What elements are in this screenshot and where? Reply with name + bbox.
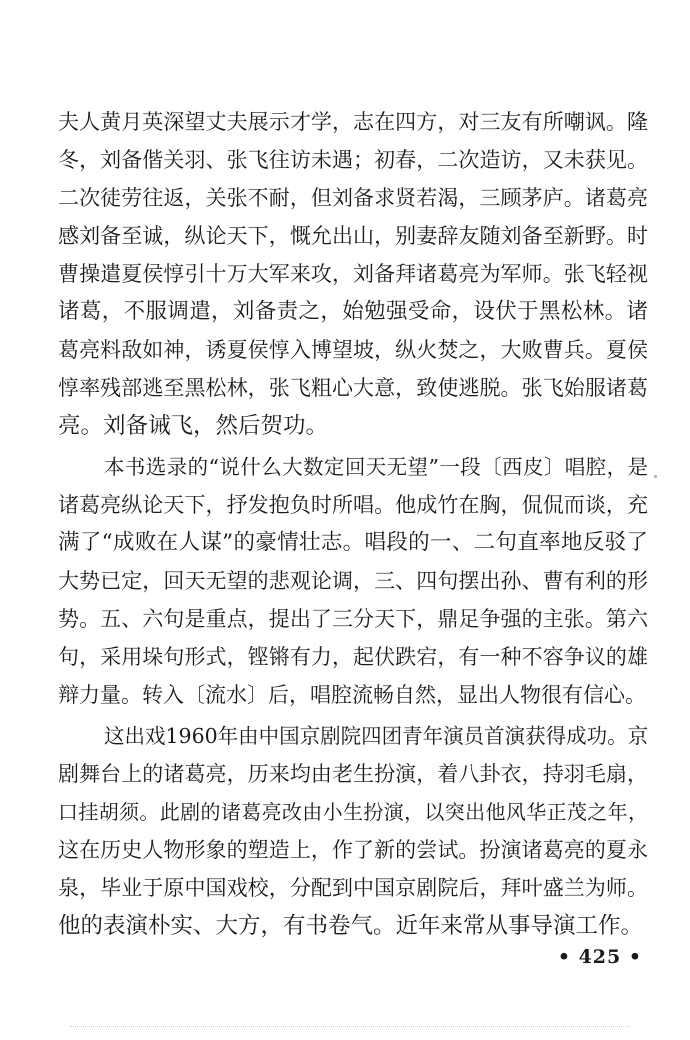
- paragraph-1: [58, 103, 648, 445]
- text-line: 他的表演朴实、大方，有书卷气。近年来常从事导演工作。: [58, 913, 644, 939]
- text-line: 本书选录的“说什么大数定回天无望”一段〔西皮〕唱腔，是: [104, 455, 648, 479]
- text-line: 二次徒劳往返，关张不耐，但刘备求贤若渴，三顾茅庐。诸葛亮: [58, 186, 648, 210]
- text-line: 满了“成败在人谋”的豪情壮志。唱段的一、二句直率地反驳了: [58, 530, 648, 555]
- body-text: [58, 103, 648, 945]
- text-line: 冬，刘备偕关羽、张飞往访未遇；初春，二次造访，又未获见。: [58, 148, 648, 172]
- paragraph-3: [58, 717, 648, 945]
- text-line: 诸葛亮纵论天下，抒发抱负时所唱。他成竹在胸，侃侃而谈，充: [58, 493, 648, 517]
- text-line: 惇率残部逃至黑松林，张飞粗心大意，致使逃脱。张飞始服诸葛: [58, 376, 648, 400]
- page-number: • 425 •: [557, 946, 642, 968]
- text-line: 这出戏1960年由中国京剧院四团青年演员首演获得成功。京: [104, 724, 649, 748]
- text-line: 势。五、六句是重点，提出了三分天下，鼎足争强的主张。第六: [58, 607, 648, 631]
- text-line: 感刘备至诚，纵论天下，慨允出山，别妻辞友随刘备至新野。时: [58, 224, 648, 248]
- text-line: 这在历史人物形象的塑造上，作了新的尝试。扮演诸葛亮的夏永: [58, 838, 648, 862]
- text-line: 句，采用垛句形式，铿锵有力，起伏跌宕，有一种不容争议的雄: [58, 645, 648, 669]
- text-line: 诸葛，不服调遣，刘备责之，始勉强受命，设伏于黑松林。诸: [58, 299, 648, 324]
- scan-edge-marks: [70, 1026, 630, 1033]
- text-line: 葛亮料敌如神，诱夏侯惇入博望坡，纵火焚之，大败曹兵。夏侯: [58, 338, 648, 362]
- text-line: 亮。刘备诫飞，然后贺功。: [58, 413, 329, 439]
- text-line: 夫人黄月英深望丈夫展示才学，志在四方，对三友有所嘲讽。隆: [58, 110, 648, 134]
- paragraph-2: [58, 448, 648, 714]
- text-line: 口挂胡须。此剧的诸葛亮改由小生扮演，以突出他风华正茂之年，: [58, 800, 648, 824]
- text-line: 大势已定，回天无望的悲观论调，三、四句摆出孙、曹有利的形: [58, 569, 648, 593]
- text-line: 泉，毕业于原中国戏校，分配到中国京剧院后，拜叶盛兰为师。: [58, 876, 648, 900]
- scan-speck: [654, 475, 657, 478]
- text-line: 辩力量。转入〔流水〕后，唱腔流畅自然，显出人物很有信心。: [58, 683, 646, 707]
- text-line: 曹操遣夏侯惇引十万大军来攻，刘备拜诸葛亮为军师。张飞轻视: [58, 262, 648, 286]
- text-line: 剧舞台上的诸葛亮，历来均由老生扮演，着八卦衣，持羽毛扇，: [58, 762, 648, 786]
